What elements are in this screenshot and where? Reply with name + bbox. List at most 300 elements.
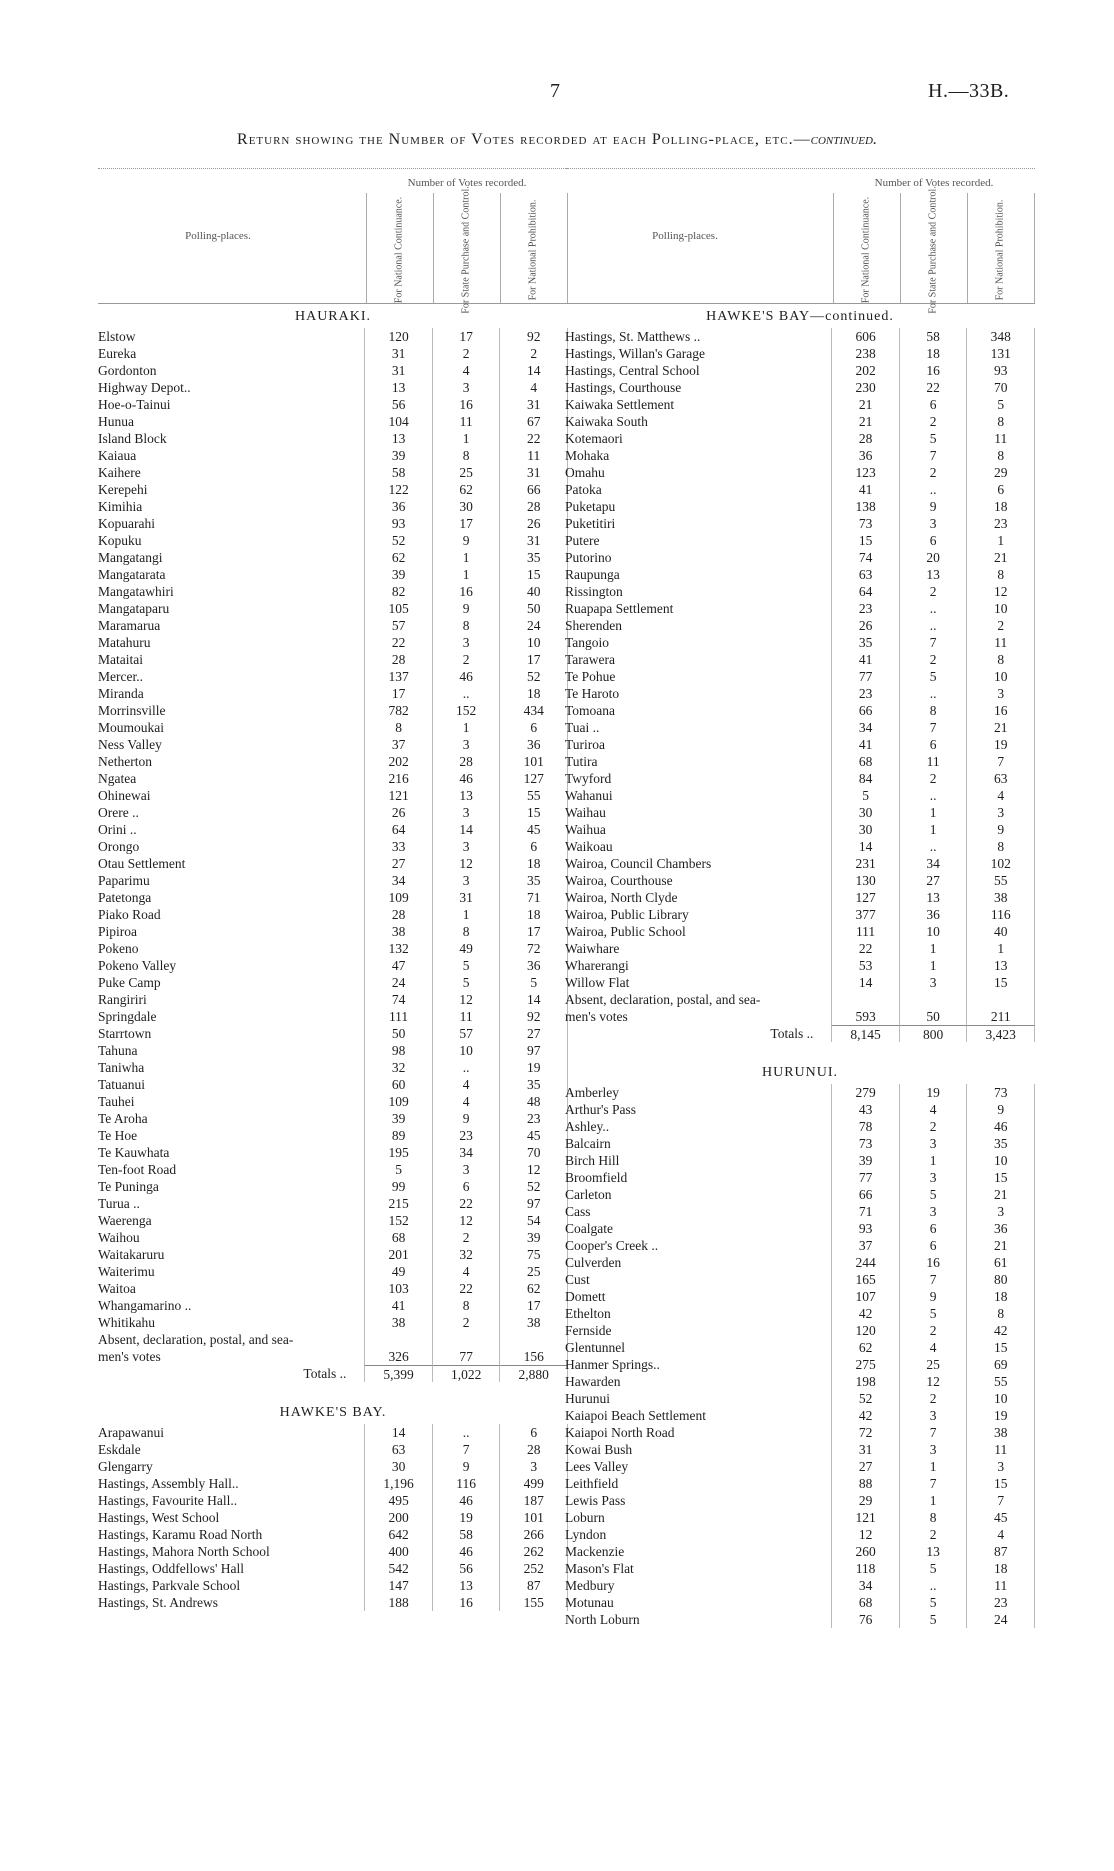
polling-place-name: Tauhei [98,1094,135,1109]
table-row [98,719,568,736]
state-control-votes: 22 [432,1280,500,1297]
continuance-votes: 68 [364,1229,432,1246]
polling-place-name: Hastings, Oddfellows' Hall [98,1561,245,1576]
prohibition-votes: 66 [499,481,568,498]
state-control-votes: 22 [432,1195,500,1212]
prohibition-votes [499,1331,568,1348]
prohibition-votes: 3 [966,1203,1035,1220]
table-row [565,1101,1035,1118]
prohibition-votes: 25 [499,1263,568,1280]
state-control-votes: 31 [432,889,500,906]
state-control-votes: 1 [899,957,967,974]
state-control-votes: 46 [432,668,500,685]
polling-place-name: Hanmer Springs.. [565,1357,660,1372]
polling-place-name: Medbury [565,1578,615,1593]
polling-place-name: Leithfield [565,1476,619,1491]
polling-place-name: Omahu [565,465,605,480]
prohibition-votes: 55 [966,872,1035,889]
table-row [565,1135,1035,1152]
state-control-votes: 36 [899,906,967,923]
polling-place-name: Pokeno Valley [98,958,177,973]
continuance-votes: 202 [831,362,899,379]
table-row [98,1127,568,1144]
continuance-votes: 198 [831,1373,899,1390]
state-control-votes: 3 [899,1407,967,1424]
table-row [565,532,1035,549]
table-row [565,430,1035,447]
continuance-votes: 63 [364,1441,432,1458]
polling-place-name: Orere .. [98,805,139,820]
prohibition-votes: 15 [966,974,1035,991]
continuance-votes: 127 [831,889,899,906]
section-title-hauraki: HAURAKI. [294,309,372,324]
right-column [565,168,1035,1628]
polling-places-header: Polling-places. [185,230,251,242]
polling-place-name: Hastings, Parkvale School [98,1578,241,1593]
state-control-votes: 8 [432,617,500,634]
polling-place-name: Kopuku [98,533,142,548]
state-control-votes: 4 [432,362,500,379]
polling-place-name: Culverden [565,1255,622,1270]
prohibition-votes: 266 [499,1526,568,1543]
continuance-votes: 215 [364,1195,432,1212]
table-row [565,957,1035,974]
table-row [565,464,1035,481]
continuance-votes: 200 [364,1509,432,1526]
polling-place-name: Mohaka [565,448,610,463]
continuance-votes: 77 [831,1169,899,1186]
continuance-votes: 52 [831,1390,899,1407]
continuance-votes: 34 [831,1577,899,1594]
totals-value: 1,022 [432,1365,500,1382]
continuance-votes: 238 [831,345,899,362]
state-control-votes: 16 [432,1594,500,1611]
state-control-votes: 17 [432,328,500,345]
polling-place-name: Orini .. [98,822,137,837]
prohibition-votes: 23 [966,515,1035,532]
state-control-votes: 20 [899,549,967,566]
prohibition-votes: 127 [499,770,568,787]
prohibition-votes: 8 [966,566,1035,583]
polling-place-name: Wairoa, North Clyde [565,890,678,905]
polling-place-name: Kaiaua [98,448,137,463]
prohibition-votes: 35 [499,872,568,889]
table-row [565,1288,1035,1305]
continuance-votes: 593 [831,1008,899,1025]
continuance-votes: 47 [364,957,432,974]
polling-place-name: Absent, declaration, postal, and sea- [565,992,761,1007]
header-rule [833,193,834,303]
state-control-votes: 5 [899,1560,967,1577]
prohibition-votes: 87 [966,1543,1035,1560]
state-control-votes: 58 [432,1526,500,1543]
prohibition-votes: 6 [499,1424,568,1441]
header-rule [500,193,501,303]
table-row [565,685,1035,702]
table-row [98,634,568,651]
continuance-votes: 14 [831,838,899,855]
hauraki-totals [98,1365,568,1382]
continuance-votes: 14 [831,974,899,991]
prohibition-votes: 19 [499,1059,568,1076]
state-control-votes: 77 [432,1348,500,1365]
prohibition-votes: 21 [966,1237,1035,1254]
state-control-votes: 8 [899,702,967,719]
table-row [98,889,568,906]
continuance-votes: 23 [831,685,899,702]
state-control-votes: 3 [432,634,500,651]
continuance-votes: 41 [831,651,899,668]
table-row [98,957,568,974]
prohibition-votes: 8 [966,447,1035,464]
table-row [98,1560,568,1577]
table-row [565,1322,1035,1339]
table-row [565,1220,1035,1237]
prohibition-votes: 97 [499,1195,568,1212]
continuance-votes: 76 [831,1611,899,1628]
continuance-votes: 60 [364,1076,432,1093]
polling-place-name: Arapawanui [98,1425,164,1440]
state-control-votes: 3 [899,1169,967,1186]
table-row [565,736,1035,753]
prohibition-votes: 4 [966,787,1035,804]
polling-place-name: Absent, declaration, postal, and sea- [98,1332,294,1347]
state-control-votes: 1 [899,1152,967,1169]
polling-place-name: Ten-foot Road [98,1162,177,1177]
prohibition-votes: 10 [966,600,1035,617]
prohibition-votes: 102 [966,855,1035,872]
continuance-votes: 24 [364,974,432,991]
state-control-votes: 6 [899,396,967,413]
table-row [98,1543,568,1560]
continuance-votes: 34 [831,719,899,736]
polling-place-name: Turiroa [565,737,606,752]
state-control-votes: 1 [899,940,967,957]
table-row [98,583,568,600]
totals-row [565,1025,1035,1042]
table-row [565,1407,1035,1424]
totals-value: 5,399 [364,1365,432,1382]
state-control-votes: 1 [432,566,500,583]
continuance-votes: 495 [364,1492,432,1509]
table-row [98,1246,568,1263]
prohibition-votes: 17 [499,923,568,940]
state-control-votes: 16 [432,583,500,600]
polling-place-name: Carleton [565,1187,612,1202]
table-row [565,515,1035,532]
prohibition-votes: 21 [966,1186,1035,1203]
title-continued: continued. [810,131,877,148]
prohibition-votes: 26 [499,515,568,532]
continuance-votes: 121 [831,1509,899,1526]
table-row [565,1611,1035,1628]
state-control-votes: 5 [899,1186,967,1203]
polling-place-name: Te Haroto [565,686,620,701]
state-control-votes: .. [899,481,967,498]
prohibition-votes: 36 [499,957,568,974]
state-control-votes: 2 [899,464,967,481]
prohibition-votes: 8 [966,1305,1035,1322]
prohibition-votes: 35 [499,1076,568,1093]
prohibition-votes: 11 [966,1441,1035,1458]
state-control-votes: 49 [432,940,500,957]
state-control-votes: 2 [432,651,500,668]
polling-place-name: Pipiroa [98,924,137,939]
state-control-votes: 7 [899,1424,967,1441]
polling-place-name: Glengarry [98,1459,153,1474]
continuance-votes: 42 [831,1407,899,1424]
table-row [565,481,1035,498]
state-control-votes: 57 [432,1025,500,1042]
table-row [565,413,1035,430]
prohibition-votes: 18 [966,498,1035,515]
continuance-votes: 14 [364,1424,432,1441]
state-control-votes: 8 [432,447,500,464]
polling-place-name: Wharerangi [565,958,629,973]
state-control-votes: 30 [432,498,500,515]
state-control-votes: 4 [899,1339,967,1356]
prohibition-votes: 4 [499,379,568,396]
state-control-votes: 116 [432,1475,500,1492]
state-control-votes: 27 [899,872,967,889]
polling-place-name: Patoka [565,482,602,497]
polling-place-name: Kaiwaka South [565,414,648,429]
table-row [565,702,1035,719]
prohibition-votes: 72 [499,940,568,957]
table-row [565,1475,1035,1492]
continuance-votes: 26 [831,617,899,634]
continuance-votes: 5 [831,787,899,804]
state-control-votes: 2 [432,345,500,362]
polling-place-name: Ness Valley [98,737,162,752]
state-control-votes: 1 [899,1492,967,1509]
polling-place-name: Kimihia [98,499,143,514]
table-row [98,345,568,362]
state-control-votes: 16 [899,362,967,379]
prohibition-votes: 12 [499,1161,568,1178]
state-control-votes: 3 [899,1203,967,1220]
table-row [565,855,1035,872]
prohibition-votes: 23 [499,1110,568,1127]
state-control-votes: .. [899,685,967,702]
state-control-votes: 13 [899,889,967,906]
prohibition-votes: 11 [499,447,568,464]
table-row [98,1093,568,1110]
continuance-votes: 377 [831,906,899,923]
prohibition-votes: 17 [499,1297,568,1314]
table-row [98,906,568,923]
prohibition-votes: 18 [966,1288,1035,1305]
continuance-votes: 17 [364,685,432,702]
polling-place-name: Putere [565,533,600,548]
table-row [98,1161,568,1178]
polling-place-name: Waikoau [565,839,613,854]
table-row [98,1059,568,1076]
polling-place-name: Amberley [565,1085,619,1100]
state-control-votes: 22 [899,379,967,396]
polling-place-name: Pokeno [98,941,139,956]
state-control-votes: 9 [432,1110,500,1127]
continuance-votes: 99 [364,1178,432,1195]
continuance-votes: 130 [831,872,899,889]
continuance-votes: 39 [364,566,432,583]
prohibition-votes: 75 [499,1246,568,1263]
polling-place-name: Glentunnel [565,1340,625,1355]
continuance-votes: 53 [831,957,899,974]
continuance-votes: 43 [831,1101,899,1118]
state-control-votes: 1 [432,719,500,736]
table-row [98,838,568,855]
continuance-votes: 138 [831,498,899,515]
table-row [98,362,568,379]
continuance-votes: 137 [364,668,432,685]
polling-place-name: Eureka [98,346,137,361]
prohibition-votes: 116 [966,906,1035,923]
table-row [98,1280,568,1297]
prohibition-votes: 2 [499,345,568,362]
state-control-votes: .. [899,787,967,804]
state-control-votes: 34 [899,855,967,872]
continuance-votes: 74 [364,991,432,1008]
prohibition-votes: 40 [966,923,1035,940]
prohibition-votes: 28 [499,1441,568,1458]
prohibition-votes: 24 [966,1611,1035,1628]
continuance-votes: 88 [831,1475,899,1492]
section-title-hurunui: HURUNUI. [761,1065,839,1080]
polling-place-name: Tutira [565,754,598,769]
prohibition-votes: 155 [499,1594,568,1611]
header-rule [433,193,434,303]
polling-place-name: Hastings, Central School [565,363,700,378]
continuance-votes: 230 [831,379,899,396]
polling-place-name: Hastings, Willan's Garage [565,346,705,361]
totals-value: 8,145 [831,1025,899,1042]
state-control-votes: 2 [432,1229,500,1246]
continuance-votes: 93 [364,515,432,532]
polling-place-name: Kowai Bush [565,1442,633,1457]
state-control-votes [432,1331,500,1348]
continuance-votes [364,1331,432,1348]
continuance-votes: 123 [831,464,899,481]
polling-place-name: Kaiapoi Beach Settlement [565,1408,706,1423]
table-row [565,991,1035,1008]
polling-place-name: Waihau [565,805,606,820]
polling-place-name: Hastings, Karamu Road North [98,1527,263,1542]
continuance-votes: 66 [831,702,899,719]
continuance-votes: 400 [364,1543,432,1560]
state-control-votes: 13 [432,1577,500,1594]
table-row [98,974,568,991]
state-control-votes: 1 [899,821,967,838]
totals-value: 800 [899,1025,967,1042]
table-row [98,821,568,838]
table-row [565,1118,1035,1135]
polling-place-name: Kerepehi [98,482,148,497]
polling-place-name: Netherton [98,754,152,769]
continuance-votes: 57 [364,617,432,634]
polling-place-name: Hastings, Favourite Hall.. [98,1493,238,1508]
prohibition-votes: 8 [966,413,1035,430]
state-control-votes: 11 [432,1008,500,1025]
prohibition-votes: 28 [499,498,568,515]
table-row [565,634,1035,651]
prohibition-votes: 18 [499,855,568,872]
polling-place-name: Ngatea [98,771,137,786]
totals-row [98,1365,568,1382]
table-row [98,940,568,957]
state-control-votes: 2 [899,1322,967,1339]
prohibition-votes: 348 [966,328,1035,345]
continuance-votes: 782 [364,702,432,719]
polling-place-name: Motunau [565,1595,614,1610]
continuance-votes: 22 [364,634,432,651]
polling-place-name: Eskdale [98,1442,141,1457]
prohibition-votes: 18 [499,685,568,702]
polling-place-name: Kaihere [98,465,141,480]
polling-place-name: Paparimu [98,873,150,888]
continuance-votes: 31 [364,362,432,379]
prohibition-votes: 18 [499,906,568,923]
polling-place-name: Puketitiri [565,516,616,531]
table-row [565,1577,1035,1594]
state-control-votes: .. [432,1059,500,1076]
prohibition-votes: 29 [966,464,1035,481]
prohibition-votes: 499 [499,1475,568,1492]
polling-place-name: Tarawera [565,652,616,667]
state-control-votes: 46 [432,770,500,787]
state-control-votes: 3 [899,1135,967,1152]
state-control-votes: 11 [899,753,967,770]
continuance-votes: 66 [831,1186,899,1203]
table-row [565,362,1035,379]
prohibition-votes: 3 [966,804,1035,821]
state-control-votes: 3 [899,974,967,991]
header-rule [900,193,901,303]
continuance-votes: 216 [364,770,432,787]
continuance-votes: 147 [364,1577,432,1594]
table-row [98,923,568,940]
prohibition-votes: 17 [499,651,568,668]
polling-place-name: Starrtown [98,1026,152,1041]
continuance-votes: 41 [831,736,899,753]
polling-place-name: Sherenden [565,618,622,633]
table-row [98,787,568,804]
prohibition-votes: 19 [966,736,1035,753]
table-row [98,1212,568,1229]
continuance-votes: 36 [831,447,899,464]
prohibition-votes: 92 [499,1008,568,1025]
polling-place-name: Whitikahu [98,1315,155,1330]
polling-place-name: Mackenzie [565,1544,625,1559]
polling-place-name: Taniwha [98,1060,145,1075]
polling-place-name: Wairoa, Public School [565,924,686,939]
table-row [98,1509,568,1526]
prohibition-votes: 4 [966,1526,1035,1543]
state-control-votes: 7 [432,1441,500,1458]
state-control-votes: 9 [432,1458,500,1475]
state-control-votes: 18 [899,345,967,362]
continuance-votes: 122 [364,481,432,498]
table-row [565,498,1035,515]
state-control-votes: 5 [899,1611,967,1628]
table-row [98,1475,568,1492]
prohibition-votes: 24 [499,617,568,634]
state-control-votes: 2 [899,413,967,430]
polling-place-name: Te Puninga [98,1179,159,1194]
continuance-votes: 74 [831,549,899,566]
continuance-votes: 39 [364,1110,432,1127]
continuance-votes: 35 [831,634,899,651]
